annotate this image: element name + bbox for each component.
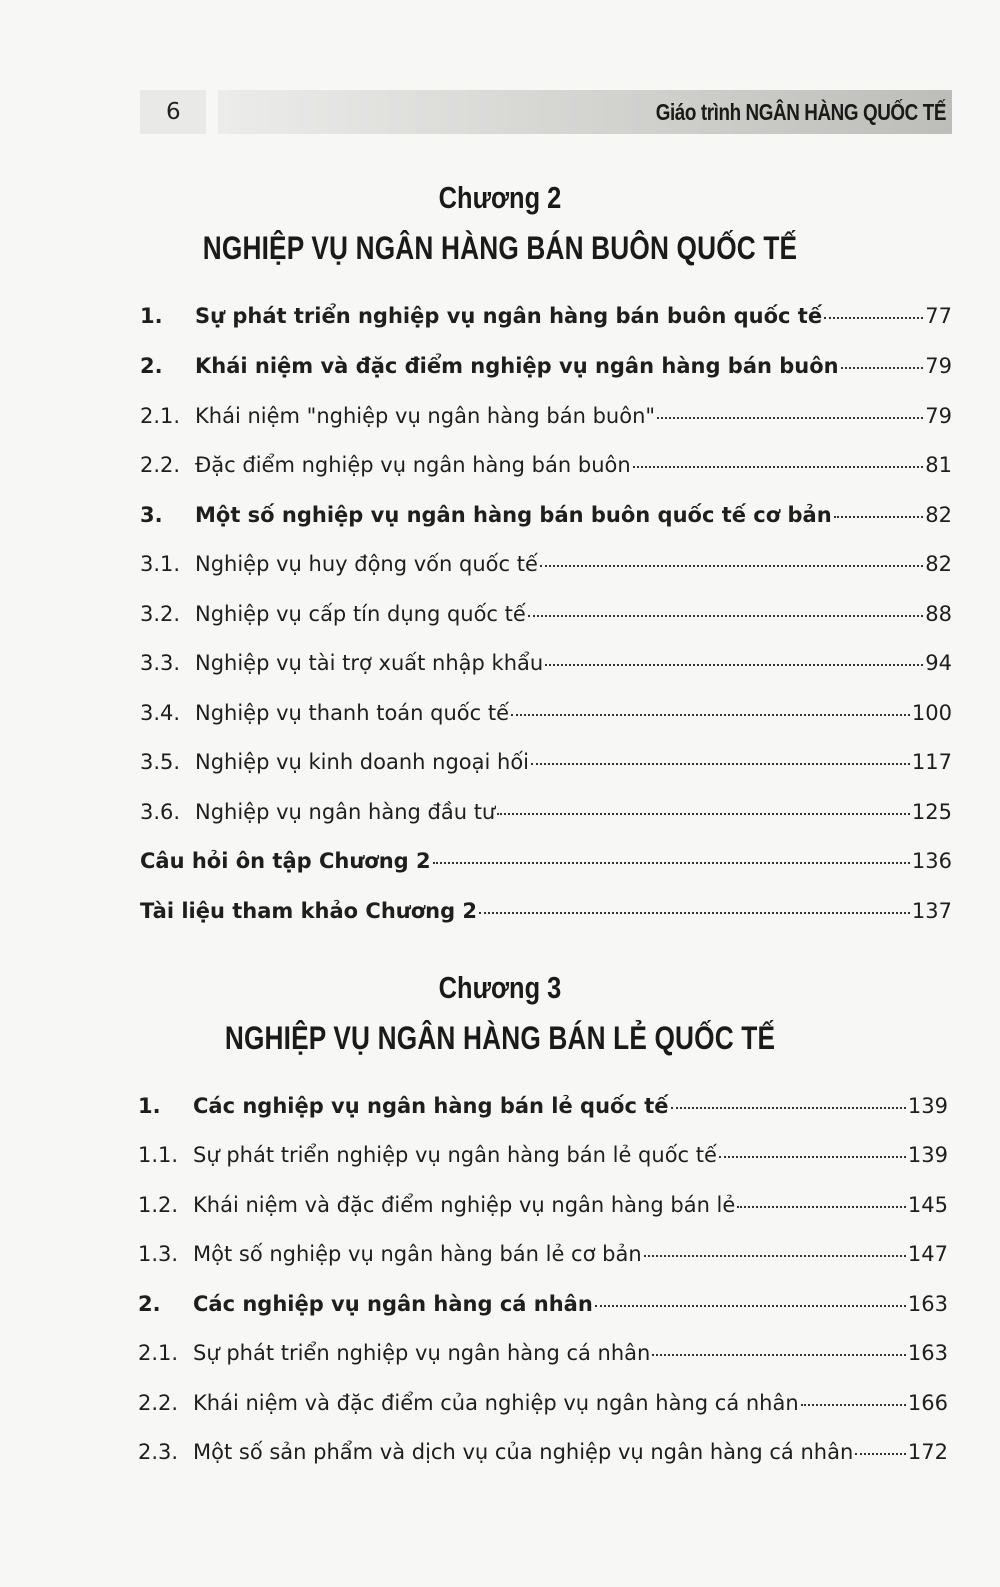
toc-entry[interactable] <box>140 503 952 527</box>
toc-entry-number: 2.2. <box>140 453 181 477</box>
toc-entry[interactable] <box>140 304 952 328</box>
toc-entry-page: 139 <box>907 1143 948 1167</box>
chapter-2-title: NGHIỆP VỤ NGÂN HÀNG BÁN BUÔN QUỐC TẾ <box>202 230 798 266</box>
toc-entry[interactable] <box>138 1341 948 1365</box>
toc-entry-title: Nghiệp vụ kinh doanh ngoại hối <box>195 750 530 774</box>
dot-leader <box>528 615 923 617</box>
toc-entry-title: Khái niệm và đặc điểm nghiệp vụ ngân hàng bán lẻ <box>193 1193 736 1217</box>
toc-entry[interactable] <box>138 1292 948 1316</box>
toc-entry-page: 117 <box>911 750 952 774</box>
toc-entry[interactable] <box>140 602 952 626</box>
toc-entry-number: 1. <box>138 1094 161 1118</box>
toc-entry-number: 1.3. <box>138 1242 179 1266</box>
toc-entry-page: 82 <box>925 552 952 576</box>
toc-entry[interactable] <box>138 1143 948 1167</box>
toc-entry-title: Câu hỏi ôn tập Chương 2 <box>140 849 431 873</box>
toc-entry-page: 163 <box>907 1292 948 1316</box>
toc-entry-title: Khái niệm và đặc điểm nghiệp vụ ngân hàng bán buôn <box>195 354 839 378</box>
dot-leader <box>671 1107 906 1109</box>
dot-leader <box>540 565 923 567</box>
toc-entry-number: 2. <box>138 1292 161 1316</box>
toc-entry-number: 3.4. <box>140 701 181 725</box>
toc-entry[interactable] <box>140 750 952 774</box>
toc-entry-number: 3.1. <box>140 552 181 576</box>
toc-entry-page: 137 <box>911 899 952 923</box>
toc-entry-title: Sự phát triển nghiệp vụ ngân hàng bán lẻ quốc tế <box>193 1143 717 1167</box>
dot-leader <box>644 1255 906 1257</box>
toc-entry-page: 136 <box>911 849 952 873</box>
chapter-3-title: NGHIỆP VỤ NGÂN HÀNG BÁN LẺ QUỐC TẾ <box>224 1020 776 1056</box>
toc-entry-number: 3. <box>140 503 163 527</box>
toc-entry-number: 2.1. <box>140 404 181 428</box>
toc-entry-title: Các nghiệp vụ ngân hàng cá nhân <box>193 1292 593 1316</box>
page-number-box <box>140 90 206 134</box>
toc-entry-number: 2.1. <box>138 1341 179 1365</box>
toc-entry-title: Nghiệp vụ thanh toán quốc tế <box>195 701 510 725</box>
page-header <box>140 90 952 134</box>
dot-leader <box>801 1404 906 1406</box>
chapter-3-label: Chương 3 <box>438 970 562 1005</box>
toc-entry-number: 1. <box>140 304 163 328</box>
dot-leader <box>479 912 910 914</box>
toc-entry-title: Tài liệu tham khảo Chương 2 <box>140 899 478 923</box>
toc-entry-title: Nghiệp vụ ngân hàng đầu tư <box>195 800 496 824</box>
toc-entry-page: 100 <box>911 701 952 725</box>
toc-entry[interactable] <box>140 354 952 378</box>
dot-leader <box>497 813 910 815</box>
toc-entry-page: 163 <box>907 1341 948 1365</box>
dot-leader <box>633 466 924 468</box>
toc-entry-page: 79 <box>925 404 952 428</box>
toc-entry-page: 88 <box>925 602 952 626</box>
toc-entry-title: Đặc điểm nghiệp vụ ngân hàng bán buôn <box>195 453 631 477</box>
header-band <box>218 90 952 134</box>
toc-entry[interactable] <box>138 1391 948 1415</box>
toc-entry[interactable] <box>138 1440 948 1464</box>
toc-entry-page: 147 <box>907 1242 948 1266</box>
dot-leader <box>652 1354 906 1356</box>
toc-entry-page: 172 <box>907 1440 948 1464</box>
toc-entry-number: 1.1. <box>138 1143 179 1167</box>
dot-leader <box>824 317 923 319</box>
toc-entry[interactable] <box>140 651 952 675</box>
book-title: Giáo trình NGÂN HÀNG QUỐC TẾ <box>655 99 946 125</box>
toc-entry-number: 3.6. <box>140 800 181 824</box>
dot-leader <box>737 1206 906 1208</box>
toc-entry-number: 2.3. <box>138 1440 179 1464</box>
dot-leader <box>511 714 910 716</box>
toc-entry[interactable] <box>138 1094 948 1118</box>
dot-leader <box>433 862 910 864</box>
toc-entry-title: Các nghiệp vụ ngân hàng bán lẻ quốc tế <box>193 1094 669 1118</box>
toc-entry[interactable] <box>138 1193 948 1217</box>
dot-leader <box>595 1305 906 1307</box>
toc-entry-number: 3.2. <box>140 602 181 626</box>
toc-entry-page: 145 <box>907 1193 948 1217</box>
toc-entry-page: 77 <box>925 304 952 328</box>
toc-entry-title: Một số nghiệp vụ ngân hàng bán buôn quốc tế cơ bản <box>195 503 832 527</box>
toc-entry[interactable] <box>138 1242 948 1266</box>
chapter-2-label: Chương 2 <box>438 180 562 215</box>
toc-entry-title: Nghiệp vụ huy động vốn quốc tế <box>195 552 538 576</box>
toc-entry-page: 94 <box>925 651 952 675</box>
dot-leader <box>545 664 923 666</box>
toc-entry[interactable] <box>140 552 952 576</box>
toc-entry-title: Sự phát triển nghiệp vụ ngân hàng cá nhân <box>193 1341 651 1365</box>
dot-leader <box>719 1156 906 1158</box>
toc-entry-number: 2. <box>140 354 163 378</box>
dot-leader <box>855 1453 906 1455</box>
toc-entry-number: 1.2. <box>138 1193 179 1217</box>
toc-entry-number: 3.3. <box>140 651 181 675</box>
toc-entry[interactable] <box>140 849 952 873</box>
dot-leader <box>834 516 924 518</box>
toc-entry-page: 139 <box>907 1094 948 1118</box>
toc-entry-page: 82 <box>925 503 952 527</box>
toc-entry-title: Nghiệp vụ cấp tín dụng quốc tế <box>195 602 526 626</box>
toc-entry[interactable] <box>140 800 952 824</box>
toc-entry[interactable] <box>140 701 952 725</box>
toc-entry-page: 166 <box>907 1391 948 1415</box>
dot-leader <box>531 763 910 765</box>
toc-entry-title: Khái niệm "nghiệp vụ ngân hàng bán buôn" <box>195 404 656 428</box>
toc-entry-page: 79 <box>925 354 952 378</box>
toc-entry-number: 2.2. <box>138 1391 179 1415</box>
toc-entry-title: Một số sản phẩm và dịch vụ của nghiệp vụ ngân hàng cá nhân <box>193 1440 854 1464</box>
toc-entry[interactable] <box>140 899 952 923</box>
dot-leader <box>657 417 923 419</box>
toc-entry[interactable] <box>140 453 952 477</box>
toc-entry-title: Một số nghiệp vụ ngân hàng bán lẻ cơ bản <box>193 1242 642 1266</box>
toc-entry[interactable] <box>140 404 952 428</box>
toc-entry-title: Sự phát triển nghiệp vụ ngân hàng bán buôn quốc tế <box>195 304 823 328</box>
page-number: 6 <box>166 99 181 125</box>
toc-entry-page: 125 <box>911 800 952 824</box>
toc-entry-title: Khái niệm và đặc điểm của nghiệp vụ ngân hàng cá nhân <box>193 1391 799 1415</box>
toc-entry-page: 81 <box>925 453 952 477</box>
toc-entry-number: 3.5. <box>140 750 181 774</box>
dot-leader <box>841 367 924 369</box>
toc-entry-title: Nghiệp vụ tài trợ xuất nhập khẩu <box>195 651 544 675</box>
